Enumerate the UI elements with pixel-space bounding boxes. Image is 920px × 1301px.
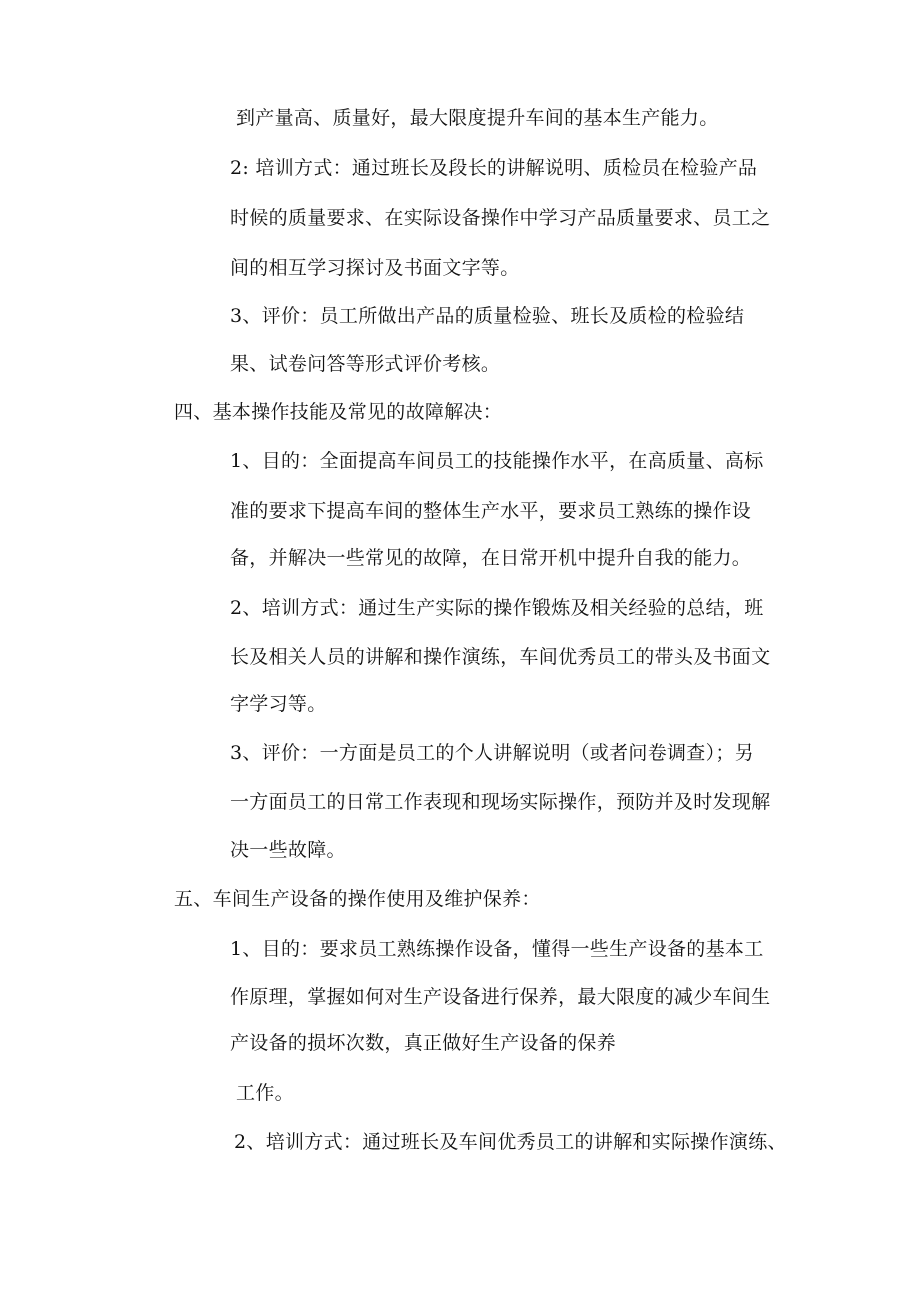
body-text-line: 字学习等。: [230, 693, 327, 715]
body-text-line: 3、评价：员工所做出产品的质量检验、班长及质检的检验结: [230, 305, 745, 327]
body-text-line: 3、评价：一方面是员工的个人讲解说明（或者问卷调查）；另: [230, 742, 754, 764]
body-text-line: 果、试卷问答等形式评价考核。: [230, 353, 501, 375]
body-text-line: 2: 培训方式：通过班长及段长的讲解说明、质检员在检验产品: [230, 157, 758, 179]
section-heading: 四、基本操作技能及常见的故障解决：: [174, 401, 503, 423]
body-text-line: 间的相互学习探讨及书面文字等。: [230, 257, 520, 279]
body-text-line: 2、培训方式：通过生产实际的操作锻炼及相关经验的总结，班: [230, 597, 764, 619]
body-text-line: 时候的质量要求、在实际设备操作中学习产品质量要求、员工之: [230, 207, 771, 229]
body-text-line: 一方面员工的日常工作表现和现场实际操作，预防并及时发现解: [230, 791, 771, 813]
body-text-line: 作原理，掌握如何对生产设备进行保养，最大限度的减少车间生: [230, 986, 771, 1008]
body-text-line: 1、目的：要求员工熟练操作设备，懂得一些生产设备的基本工: [230, 938, 764, 960]
section-heading: 五、车间生产设备的操作使用及维护保养：: [174, 888, 541, 910]
body-text-line: 准的要求下提高车间的整体生产水平，要求员工熟练的操作设: [230, 500, 752, 522]
body-text-line: 产设备的损坏次数，真正做好生产设备的保养: [230, 1032, 617, 1054]
body-text-line: 工作。: [236, 1082, 294, 1104]
body-text-line: 1、目的：全面提高车间员工的技能操作水平，在高质量、高标: [230, 450, 764, 472]
body-text-line: 决一些故障。: [230, 839, 346, 861]
body-text-line: 2、培训方式：通过班长及车间优秀员工的讲解和实际操作演练、: [234, 1131, 787, 1153]
body-text-line: 长及相关人员的讲解和操作演练，车间优秀员工的带头及书面文: [230, 646, 771, 668]
body-text-line: 到产量高、质量好，最大限度提升车间的基本生产能力。: [236, 107, 719, 129]
body-text-line: 备，并解决一些常见的故障，在日常开机中提升自我的能力。: [230, 547, 752, 569]
